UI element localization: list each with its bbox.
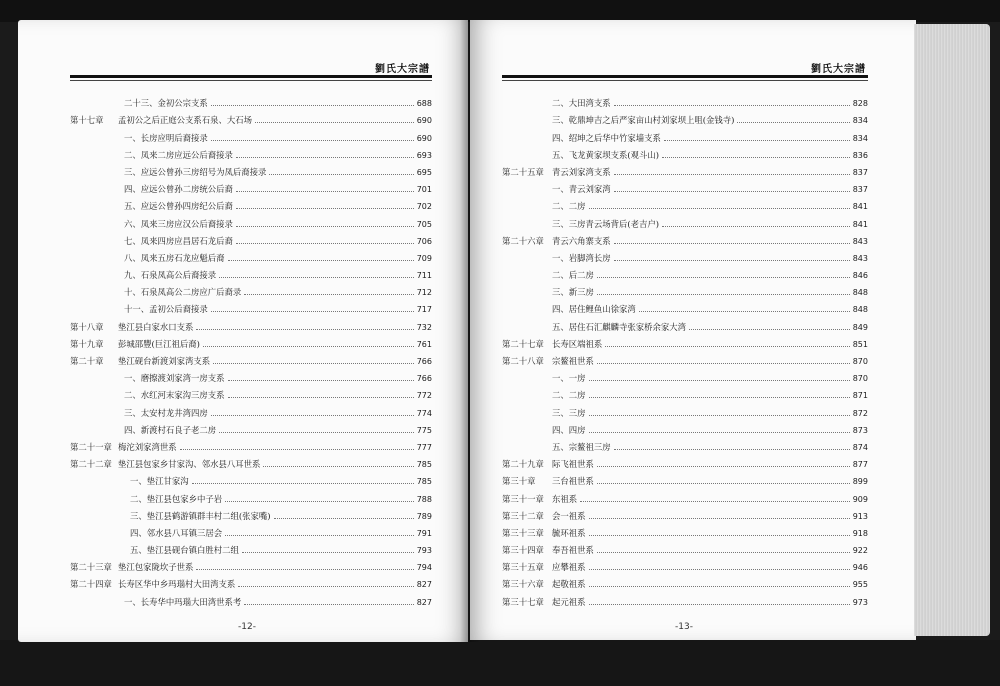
dot-leader <box>263 466 413 467</box>
toc-entry-title: 七、凤来四房应昌居石龙后裔 <box>124 235 233 246</box>
toc-entry-title: 九、石泉凤高公后裔接录 <box>124 270 217 281</box>
toc-entry-title: 宗鳌祖世系 <box>552 356 594 366</box>
toc-entry-title: 五、飞龙黄家坝支系(观斗山) <box>552 149 660 160</box>
dot-leader <box>213 363 414 364</box>
dot-leader <box>605 346 849 347</box>
toc-page-number: 871 <box>852 391 868 401</box>
toc-entry-title: 二、凤来二房应远公后裔接录 <box>124 149 233 160</box>
toc-entry-title: 二、水红河末家沟三房支系 <box>124 390 225 401</box>
dot-leader <box>589 208 850 209</box>
header-rule-right <box>502 75 868 78</box>
dot-leader <box>589 586 850 587</box>
toc-page-number: 834 <box>852 133 868 143</box>
running-title-right: 劉氏大宗譜 <box>811 64 866 75</box>
toc-entry-title: 一、磨擦渡刘家湾一房支系 <box>124 373 225 384</box>
toc-entry-title: 垫江县包家乡甘家沟、邻水县八耳世系 <box>118 459 261 470</box>
right-page <box>470 20 916 640</box>
dot-leader <box>580 501 850 502</box>
toc-page-number: 690 <box>416 116 432 126</box>
toc-chapter-label: 第二十四章 <box>70 579 112 590</box>
toc-entry <box>70 367 432 384</box>
toc-entry-title: 二十三、金初公宗支系 <box>124 98 208 109</box>
dot-leader <box>211 415 414 416</box>
toc-entry-title: 一、一房 <box>552 373 586 384</box>
toc-entry-title: 三、垫江县鹤游镇群丰村二组(张家嘴) <box>130 510 271 521</box>
dot-leader <box>597 466 850 467</box>
toc-entry-title: 东祖系 <box>552 493 578 504</box>
toc-page-number: 872 <box>852 408 868 418</box>
toc-entry-title: 三、三房青云场背后(老吉户) <box>552 218 660 229</box>
toc-entry <box>502 590 868 607</box>
dot-leader <box>203 346 414 347</box>
toc-list-left <box>70 92 432 608</box>
background-bottom <box>0 640 1000 686</box>
toc-entry-title: 三、应远公曾孙三房绍号为凤后裔接录 <box>124 166 267 177</box>
toc-entry <box>70 573 432 590</box>
dot-leader <box>614 243 850 244</box>
toc-entry <box>502 453 868 470</box>
dot-leader <box>664 140 850 141</box>
toc-chapter-label: 第二十六章 <box>502 235 544 246</box>
toc-entry <box>70 92 432 109</box>
toc-entry <box>70 126 432 143</box>
toc-chapter-label: 第二十五章 <box>502 166 544 177</box>
dot-leader <box>589 380 850 381</box>
background-top <box>0 0 1000 22</box>
toc-entry <box>70 522 432 539</box>
toc-page-number: 791 <box>416 528 432 538</box>
dot-leader <box>236 208 414 209</box>
toc-entry <box>502 436 868 453</box>
toc-entry <box>70 556 432 573</box>
toc-chapter-label: 第三十五章 <box>502 562 544 573</box>
dot-leader <box>228 397 414 398</box>
toc-entry <box>502 144 868 161</box>
toc-page-number: 846 <box>852 271 868 281</box>
toc-entry-title: 青云刘家湾支系 <box>552 166 611 177</box>
toc-entry <box>70 590 432 607</box>
toc-page-number: 789 <box>416 511 432 521</box>
toc-entry <box>70 161 432 178</box>
toc-page-number: 913 <box>852 511 868 521</box>
toc-entry <box>502 92 868 109</box>
toc-page-number: 841 <box>852 219 868 229</box>
toc-entry-title: 四、绍坤之后华中竹家墙支系 <box>552 132 661 143</box>
dot-leader <box>211 105 414 106</box>
toc-entry-title: 一、青云刘家湾 <box>552 184 611 195</box>
dot-leader <box>180 449 414 450</box>
toc-page-number: 688 <box>416 99 432 109</box>
toc-page-number: 873 <box>852 425 868 435</box>
dot-leader <box>211 311 414 312</box>
toc-page-number: 690 <box>416 133 432 143</box>
toc-entry-title: 一、垫江甘家沟 <box>130 476 189 487</box>
toc-page-number: 918 <box>852 528 868 538</box>
toc-page-number: 909 <box>852 494 868 504</box>
header-rule-thin-left <box>70 80 432 81</box>
dot-leader <box>244 604 413 605</box>
toc-chapter-label: 第二十九章 <box>502 459 544 470</box>
running-title-left: 劉氏大宗譜 <box>375 64 430 75</box>
toc-page-number: 766 <box>416 374 432 384</box>
toc-chapter-label: 第十九章 <box>70 338 104 349</box>
toc-page-number: 837 <box>852 167 868 177</box>
toc-page-number: 843 <box>852 253 868 263</box>
dot-leader <box>662 157 850 158</box>
toc-entry <box>502 522 868 539</box>
toc-page-number: 701 <box>416 185 432 195</box>
toc-entry-title: 三台祖世系 <box>552 476 594 487</box>
toc-entry-title: 五、垫江县砚台镇白胜村二组 <box>130 545 239 556</box>
dot-leader <box>597 363 850 364</box>
toc-page-number: 693 <box>416 150 432 160</box>
dot-leader <box>274 518 414 519</box>
dot-leader <box>211 140 414 141</box>
dot-leader <box>614 191 850 192</box>
toc-entry-title: 起元祖系 <box>552 596 586 607</box>
toc-entry <box>502 161 868 178</box>
toc-entry <box>502 487 868 504</box>
toc-entry <box>502 384 868 401</box>
toc-entry-title: 一、长房应明后裔接录 <box>124 132 208 143</box>
toc-entry-title: 一、长寿华中玛瑙大田湾世系考 <box>124 596 242 607</box>
toc-page-number: 848 <box>852 305 868 315</box>
toc-page-number: 793 <box>416 546 432 556</box>
toc-entry <box>502 126 868 143</box>
toc-page-number: 836 <box>852 150 868 160</box>
toc-entry <box>502 178 868 195</box>
toc-page-number: 955 <box>852 580 868 590</box>
toc-chapter-label: 第二十章 <box>70 356 104 366</box>
dot-leader <box>236 226 414 227</box>
toc-page-number: 827 <box>416 597 432 607</box>
toc-page-number: 709 <box>416 253 432 263</box>
toc-entry <box>70 333 432 350</box>
dot-leader <box>597 552 850 553</box>
dot-leader <box>589 415 850 416</box>
toc-entry <box>70 470 432 487</box>
toc-page-number: 899 <box>852 477 868 487</box>
toc-entry <box>502 333 868 350</box>
dot-leader <box>589 569 850 570</box>
toc-entry-title: 五、居住石汇麒麟寺张家桥余家大湾 <box>552 321 686 332</box>
dot-leader <box>662 226 850 227</box>
dot-leader <box>196 329 413 330</box>
toc-page-number: 705 <box>416 219 432 229</box>
toc-list-right <box>502 92 868 608</box>
toc-page-number: 761 <box>416 339 432 349</box>
dot-leader <box>225 535 414 536</box>
toc-page-number: 848 <box>852 288 868 298</box>
toc-entry-title: 二、二房 <box>552 201 586 212</box>
dot-leader <box>236 191 414 192</box>
page-number-left: -12- <box>238 622 256 632</box>
toc-entry-title: 一、岩脚湾长房 <box>552 252 611 263</box>
toc-page-number: 772 <box>416 391 432 401</box>
dot-leader <box>228 260 414 261</box>
toc-page-number: 837 <box>852 185 868 195</box>
toc-entry <box>502 281 868 298</box>
toc-entry <box>502 195 868 212</box>
toc-entry <box>70 401 432 418</box>
toc-page-number: 922 <box>852 546 868 556</box>
toc-entry <box>502 367 868 384</box>
left-page <box>18 20 468 642</box>
dot-leader <box>219 432 414 433</box>
toc-entry <box>502 539 868 556</box>
toc-entry <box>502 247 868 264</box>
toc-page-number: 827 <box>416 580 432 590</box>
toc-chapter-label: 第二十八章 <box>502 356 544 366</box>
toc-page-number: 870 <box>852 374 868 384</box>
dot-leader <box>589 535 850 536</box>
dot-leader <box>737 122 849 123</box>
dot-leader <box>236 243 414 244</box>
toc-entry-title: 二、大田湾支系 <box>552 98 611 109</box>
toc-entry-title: 四、新渡村石良子老二房 <box>124 424 217 435</box>
toc-entry <box>70 419 432 436</box>
toc-page-number: 695 <box>416 167 432 177</box>
toc-page-number: 712 <box>416 288 432 298</box>
toc-entry <box>502 419 868 436</box>
dot-leader <box>242 552 414 553</box>
toc-page-number: 774 <box>416 408 432 418</box>
toc-entry-title: 十一、孟初公后裔接录 <box>124 304 208 315</box>
header-rule-thin-right <box>502 80 868 81</box>
toc-entry-title: 二、垫江县包家乡中子岩 <box>130 493 223 504</box>
toc-entry-title: 三、乾鼎坤吉之后严家亩山村刘家坝上咀(金钱寺) <box>552 115 735 126</box>
toc-chapter-label: 第三十二章 <box>502 510 544 521</box>
toc-entry-title: 三、太安村龙井湾四房 <box>124 407 208 418</box>
dot-leader <box>244 294 413 295</box>
dot-leader <box>689 329 850 330</box>
toc-entry <box>70 109 432 126</box>
dot-leader <box>589 518 850 519</box>
toc-page-number: 973 <box>852 597 868 607</box>
toc-entry-title: 梅沱刘家湾世系 <box>118 441 177 452</box>
toc-entry-title: 孟初公之后正庭公支系石泉、大石场 <box>118 115 252 126</box>
toc-entry <box>70 505 432 522</box>
dot-leader <box>614 260 850 261</box>
toc-entry-title: 二、后二房 <box>552 270 594 281</box>
toc-entry-title: 际飞祖世系 <box>552 459 594 470</box>
toc-entry <box>70 264 432 281</box>
toc-page-number: 834 <box>852 116 868 126</box>
toc-chapter-label: 第二十七章 <box>502 338 544 349</box>
toc-entry <box>70 144 432 161</box>
toc-chapter-label: 第三十三章 <box>502 527 544 538</box>
toc-entry-title: 垫江砚台新渡刘家湾支系 <box>118 356 211 366</box>
toc-page-number: 766 <box>416 357 432 366</box>
dot-leader <box>614 449 850 450</box>
toc-page-number: 946 <box>852 563 868 573</box>
dot-leader <box>614 174 850 175</box>
toc-entry-title: 彭城邵豐(巨江祖后裔) <box>118 338 200 349</box>
toc-entry-title: 八、凤来五房石龙应魁后裔 <box>124 252 225 263</box>
toc-entry-title: 垫江县白家水口支系 <box>118 321 194 332</box>
toc-entry <box>70 384 432 401</box>
toc-page-number: 788 <box>416 494 432 504</box>
toc-entry-title: 三、三房 <box>552 407 586 418</box>
dot-leader <box>196 569 413 570</box>
toc-entry <box>70 281 432 298</box>
toc-entry-title: 五、应远公曾孙四房纪公后裔 <box>124 201 233 212</box>
toc-chapter-label: 第二十二章 <box>70 459 112 470</box>
toc-entry <box>502 573 868 590</box>
dot-leader <box>219 277 414 278</box>
toc-entry-title: 应攀祖系 <box>552 562 586 573</box>
toc-chapter-label: 第三十四章 <box>502 545 544 556</box>
toc-entry <box>70 350 432 367</box>
toc-entry <box>70 315 432 332</box>
dot-leader <box>597 277 850 278</box>
toc-entry <box>70 195 432 212</box>
toc-entry <box>502 298 868 315</box>
toc-entry <box>70 453 432 470</box>
toc-entry-title: 长寿区端祖系 <box>552 338 603 349</box>
dot-leader <box>614 105 850 106</box>
toc-chapter-label: 第三十一章 <box>502 493 544 504</box>
toc-entry-title: 二、二房 <box>552 390 586 401</box>
toc-entry <box>502 109 868 126</box>
toc-page-number: 851 <box>852 339 868 349</box>
dot-leader <box>597 294 850 295</box>
toc-entry <box>70 487 432 504</box>
toc-chapter-label: 第三十六章 <box>502 579 544 590</box>
toc-page-number: 843 <box>852 236 868 246</box>
toc-entry <box>502 350 868 367</box>
toc-entry <box>502 401 868 418</box>
toc-entry <box>502 556 868 573</box>
toc-entry <box>502 470 868 487</box>
dot-leader <box>236 157 414 158</box>
toc-chapter-label: 第三十七章 <box>502 596 544 607</box>
dot-leader <box>225 501 414 502</box>
toc-entry <box>70 436 432 453</box>
toc-chapter-label: 第十八章 <box>70 321 104 332</box>
toc-entry-title: 四、四房 <box>552 424 586 435</box>
toc-entry-title: 长寿区华中乡玛瑙村大田湾支系 <box>118 579 236 590</box>
page-number-right: -13- <box>675 622 693 632</box>
toc-page-number: 849 <box>852 322 868 332</box>
toc-chapter-label: 第三十章 <box>502 476 536 487</box>
dot-leader <box>269 174 413 175</box>
toc-page-number: 706 <box>416 236 432 246</box>
toc-page-number: 785 <box>416 477 432 487</box>
toc-entry <box>70 178 432 195</box>
toc-entry-title: 会一祖系 <box>552 510 586 521</box>
dot-leader <box>639 311 850 312</box>
toc-entry-title: 三、新三房 <box>552 287 594 298</box>
toc-entry <box>502 212 868 229</box>
toc-entry-title: 青云六角寨支系 <box>552 235 611 246</box>
toc-page-number: 777 <box>416 442 432 452</box>
toc-entry <box>502 505 868 522</box>
dot-leader <box>589 397 850 398</box>
dot-leader <box>255 122 414 123</box>
toc-chapter-label: 第十七章 <box>70 115 104 126</box>
toc-entry <box>70 298 432 315</box>
dot-leader <box>192 483 414 484</box>
toc-entry-title: 四、居住鲤鱼山徐家湾 <box>552 304 636 315</box>
toc-page-number: 874 <box>852 442 868 452</box>
toc-page-number: 702 <box>416 202 432 212</box>
toc-entry-title: 十、石泉凤高公二房应广后裔录 <box>124 287 242 298</box>
toc-page-number: 877 <box>852 460 868 470</box>
toc-page-number: 794 <box>416 563 432 573</box>
page-edges <box>914 24 990 636</box>
toc-entry <box>70 539 432 556</box>
toc-entry-title: 起敬祖系 <box>552 579 586 590</box>
toc-page-number: 870 <box>852 357 868 366</box>
toc-entry <box>70 230 432 247</box>
dot-leader <box>597 483 850 484</box>
dot-leader <box>589 432 850 433</box>
toc-page-number: 711 <box>416 271 432 281</box>
dot-leader <box>589 604 850 605</box>
toc-entry <box>70 212 432 229</box>
toc-chapter-label: 第二十三章 <box>70 562 112 573</box>
toc-page-number: 785 <box>416 460 432 470</box>
toc-page-number: 775 <box>416 425 432 435</box>
toc-page-number: 841 <box>852 202 868 212</box>
toc-entry-title: 五、宗鳌祖三房 <box>552 441 611 452</box>
dot-leader <box>238 586 413 587</box>
header-rule-left <box>70 75 432 78</box>
toc-entry-title: 垫江包家陇坎子世系 <box>118 562 194 573</box>
toc-entry <box>502 264 868 281</box>
toc-entry <box>70 247 432 264</box>
toc-chapter-label: 第二十一章 <box>70 441 112 452</box>
toc-entry-title: 四、应远公曾孙二房统公后裔 <box>124 184 233 195</box>
toc-entry-title: 四、邻水县八耳镇三居会 <box>130 527 223 538</box>
toc-page-number: 717 <box>416 305 432 315</box>
toc-page-number: 828 <box>852 99 868 109</box>
toc-entry <box>502 315 868 332</box>
toc-entry <box>502 230 868 247</box>
toc-entry-title: 六、凤来三房应汉公后裔接录 <box>124 218 233 229</box>
toc-entry-title: 奉吾祖世系 <box>552 545 594 556</box>
toc-entry-title: 毓环祖系 <box>552 527 586 538</box>
toc-page-number: 732 <box>416 322 432 332</box>
dot-leader <box>228 380 414 381</box>
